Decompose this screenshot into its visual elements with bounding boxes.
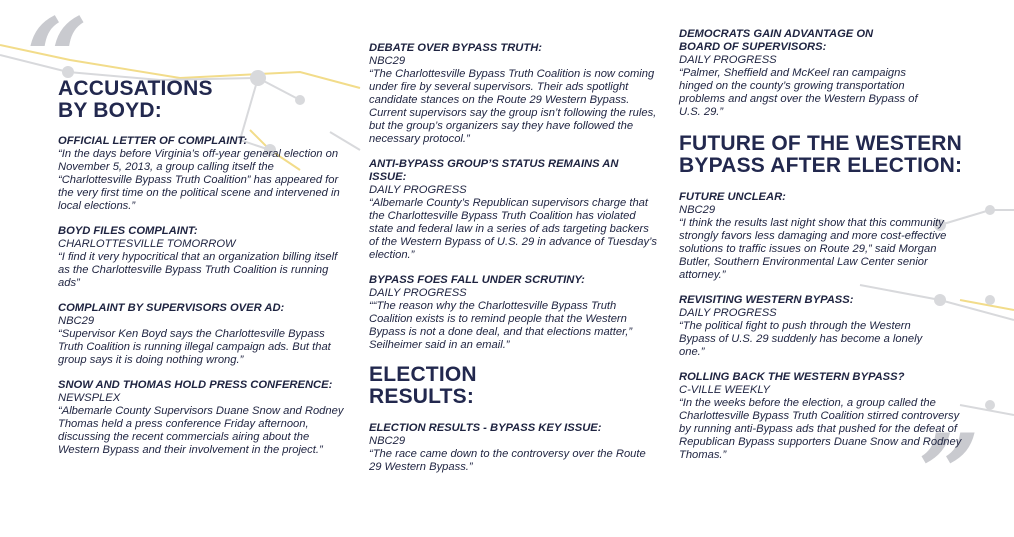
- entry-source: CHARLOTTESVILLE TOMORROW: [58, 238, 236, 250]
- news-entry: [369, 274, 657, 352]
- entry-source: NBC29: [369, 55, 406, 67]
- entry-quote: “Albemarle County’s Republican supervisors charge that the Charlottesville Bypass Truth Coalition has violated state and federal law in a series of ads targeting backers of the Western Bypass of U.S. 29 in advance of Tuesday’s election.”: [369, 197, 657, 261]
- node: [985, 205, 995, 215]
- entry-quote: “Albemarle County Supervisors Duane Snow and Rodney Thomas held a press conference Friday afternoon, discussing the recent commercials airing about the Western Bypass and their involvement in the project.”: [58, 405, 344, 456]
- entry-title: BYPASS FOES FALL UNDER SCRUTINY:: [369, 274, 585, 286]
- heading-line: BYPASS AFTER ELECTION:: [679, 154, 963, 177]
- entry-source: NBC29: [58, 315, 95, 327]
- entry-quote: ““The reason why the Charlottesville Bypass Truth Coalition exists is to remind people that the Western Bypass is not a done deal, and that elections matter,” Seilheimer said in an email.”: [369, 300, 633, 351]
- entry-quote: “Supervisor Ken Boyd says the Charlottesville Bypass Truth Coalition is running illegal campaign ads. But that group says it is doing nothing wrong.”: [58, 328, 331, 366]
- news-entry: [679, 371, 971, 462]
- entry-quote: “In the weeks before the election, a group called the Charlottesville Bypass Truth Coalition stirred controversy by running anti-Bypass ads that pushed for the defeat of Republican Bypass supporters Duane Snow and Rodney Thomas.”: [679, 397, 962, 461]
- section-heading-future: [679, 133, 971, 177]
- section-heading-election-results: [369, 364, 657, 408]
- heading-line: BY BOYD:: [58, 99, 162, 122]
- heading-line: ELECTION: [369, 363, 477, 386]
- news-entry: [58, 135, 348, 213]
- news-entry: [679, 191, 971, 282]
- news-entry: [679, 294, 971, 359]
- entry-title: COMPLAINT BY SUPERVISORS OVER AD:: [58, 302, 285, 314]
- column-debate: [369, 42, 657, 474]
- entry-title: ROLLING BACK THE WESTERN BYPASS?: [679, 371, 905, 383]
- entry-quote: “I find it very hypocritical that an organization billing itself as the Charlottesville Bypass Truth Coalition is running ads”: [58, 251, 338, 289]
- entry-source: NEWSPLEX: [58, 392, 121, 404]
- news-entry: [679, 28, 971, 119]
- entry-title: DEMOCRATS GAIN ADVANTAGE ON BOARD OF SUPERVISORS:: [679, 28, 874, 53]
- column-accusations: [58, 78, 348, 457]
- entry-source: NBC29: [369, 435, 406, 447]
- entry-title: REVISITING WESTERN BYPASS:: [679, 294, 854, 306]
- entry-source: DAILY PROGRESS: [369, 287, 467, 299]
- entry-quote: “I think the results last night show that this community strongly favors less damaging and more cost-effective solutions to traffic issues on Route 29,” said Morgan Butler, Southern Environmental Law Center senior attorney.”: [679, 217, 947, 281]
- news-entry: [58, 302, 348, 367]
- heading-line: RESULTS:: [369, 385, 475, 408]
- open-quote-mark: “: [26, 0, 89, 121]
- entry-title: ELECTION RESULTS - BYPASS KEY ISSUE:: [369, 422, 602, 434]
- entry-quote: “Palmer, Sheffield and McKeel ran campaigns hinged on the county’s growing transportation problems and angst over the Western Bypass of U.S. 29.”: [679, 67, 918, 118]
- entry-quote: “The political fight to push through the Western Bypass of U.S. 29 suddenly has become a lonely one.”: [679, 320, 923, 358]
- entry-title: OFFICIAL LETTER OF COMPLAINT:: [58, 135, 248, 147]
- entry-title: ANTI-BYPASS GROUP’S STATUS REMAINS AN ISSUE:: [369, 158, 619, 183]
- entry-title: FUTURE UNCLEAR:: [679, 191, 786, 203]
- entry-title: SNOW AND THOMAS HOLD PRESS CONFERENCE:: [58, 379, 333, 391]
- column-future: [679, 28, 971, 462]
- news-entry: [369, 158, 657, 262]
- entry-source: C-VILLE WEEKLY: [679, 384, 770, 396]
- entry-title: DEBATE OVER BYPASS TRUTH:: [369, 42, 543, 54]
- news-entry: [58, 225, 348, 290]
- entry-source: NBC29: [679, 204, 716, 216]
- close-quote-mark: ”: [918, 411, 981, 537]
- entry-quote: “The race came down to the controversy over the Route 29 Western Bypass.”: [369, 448, 646, 473]
- heading-line: ACCUSATIONS: [58, 77, 213, 100]
- section-heading-accusations: [58, 78, 348, 122]
- news-entry: [58, 379, 348, 457]
- entry-quote: “In the days before Virginia’s off-year general election on November 5, 2013, a group calling itself the “Charlottesville Bypass Truth Coalition” has appeared for the very first time on the political scene and intervened in local elections.”: [58, 148, 340, 212]
- node: [985, 295, 995, 305]
- entry-source: DAILY PROGRESS: [679, 54, 777, 66]
- entry-source: DAILY PROGRESS: [369, 184, 467, 196]
- heading-line: FUTURE OF THE WESTERN: [679, 132, 963, 155]
- entry-source: DAILY PROGRESS: [679, 307, 777, 319]
- news-entry: [369, 42, 657, 146]
- entry-quote: “The Charlottesville Bypass Truth Coalition is now coming under fire by several supervisors. Their ads spotlight candidate stances on the Route 29 Western Bypass. Current supervisors say the group isn’t following the rules, but the group’s organizers say they have followed the necessary protocol.”: [369, 68, 657, 145]
- node: [985, 400, 995, 410]
- news-entry: [369, 422, 657, 474]
- entry-title: BOYD FILES COMPLAINT:: [58, 225, 198, 237]
